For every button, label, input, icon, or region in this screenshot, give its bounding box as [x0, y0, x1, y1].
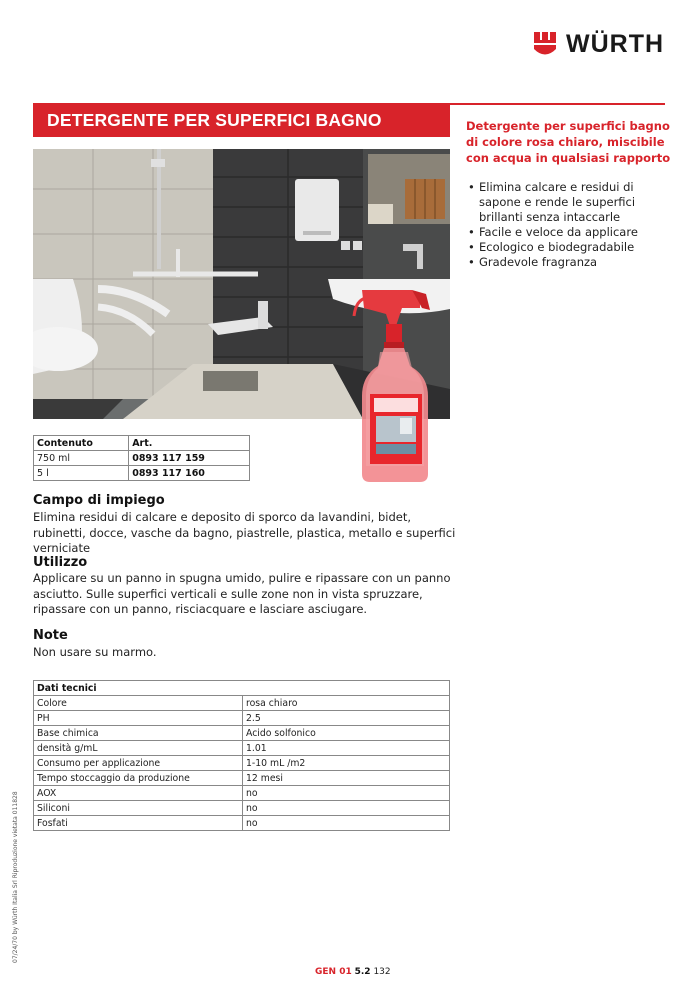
page-number: 132 — [373, 967, 391, 977]
table-header-row — [34, 681, 450, 696]
table-cell: 5 l — [34, 466, 129, 481]
table-title: Dati tecnici — [34, 681, 450, 696]
feature-list — [466, 180, 676, 270]
article-code: 0893 117 160 — [129, 466, 250, 481]
table-cell: Colore — [34, 696, 243, 711]
footer-chapter: 5.2 — [354, 967, 371, 977]
table-cell: Base chimica — [34, 726, 243, 741]
table-header-row — [34, 436, 250, 451]
table-cell: Siliconi — [34, 801, 243, 816]
section-heading: Note — [33, 628, 68, 643]
table-cell: Acido solfonico — [243, 726, 450, 741]
article-code: 0893 117 159 — [129, 451, 250, 466]
table-row — [34, 801, 450, 816]
table-cell: densità g/mL — [34, 741, 243, 756]
table-cell: 750 ml — [34, 451, 129, 466]
table-cell: 12 mesi — [243, 771, 450, 786]
title-bar — [33, 105, 450, 136]
table-row — [34, 771, 450, 786]
table-cell: PH — [34, 711, 243, 726]
copyright-note: 07/24/70 by Würth Italia Srl Riproduzione vietata 011828 — [12, 791, 19, 963]
brand-name: WÜRTH — [566, 30, 665, 58]
section-text: Elimina residui di calcare e deposito di sporco da lavandini, bidet, rubinetti, docce, vasche da bagno, piastrelle, plastica, metallo e superfici verniciate — [33, 510, 456, 555]
feature-item: • Facile e veloce da applicare — [466, 225, 676, 240]
table-row — [34, 741, 450, 756]
product-subtitle: Detergente per superfici bagno di colore rosa chiaro, miscibile con acqua in qualsiasi rapporto — [466, 119, 671, 165]
page-title: DETERGENTE PER SUPERFICI BAGNO — [47, 110, 382, 130]
tech-data-table — [33, 680, 450, 831]
footer-section: GEN 01 — [315, 967, 352, 977]
table-row — [34, 726, 450, 741]
table-cell: no — [243, 816, 450, 831]
table-cell: Fosfati — [34, 816, 243, 831]
table-row — [34, 696, 450, 711]
page-footer — [315, 967, 391, 977]
table-row — [34, 786, 450, 801]
feature-item: • Gradevole fragranza — [466, 255, 676, 270]
col-header: Contenuto — [34, 436, 129, 451]
feature-item: • Elimina calcare e residui di sapone e rende le superfici brillanti senza intaccarle — [466, 180, 676, 225]
section-heading: Campo di impiego — [33, 493, 165, 508]
table-cell: no — [243, 786, 450, 801]
section-text: Applicare su un panno in spugna umido, pulire e ripassare con un panno asciutto. Sulle superfici verticali e sulle zone non in vista spruzzare, ripassare con un panno, risciacquare e lasciare asciugare. — [33, 571, 451, 616]
table-cell: no — [243, 801, 450, 816]
table-row — [34, 466, 250, 481]
col-header: Art. — [129, 436, 250, 451]
table-row — [34, 711, 450, 726]
table-cell: Tempo stoccaggio da produzione — [34, 771, 243, 786]
section-text: Non usare su marmo. — [33, 645, 157, 659]
article-table — [33, 435, 250, 481]
wurth-logo — [532, 28, 672, 62]
table-cell: rosa chiaro — [243, 696, 450, 711]
table-row — [34, 756, 450, 771]
table-cell: AOX — [34, 786, 243, 801]
table-cell: 2.5 — [243, 711, 450, 726]
table-row — [34, 816, 450, 831]
title-underline — [33, 136, 450, 137]
section-heading: Utilizzo — [33, 555, 88, 570]
feature-item: • Ecologico e biodegradabile — [466, 240, 676, 255]
table-cell: 1.01 — [243, 741, 450, 756]
table-cell: Consumo per applicazione — [34, 756, 243, 771]
table-cell: 1-10 mL /m2 — [243, 756, 450, 771]
wurth-logo-mark-icon — [532, 30, 558, 58]
spray-bottle-image — [350, 286, 462, 486]
table-row — [34, 451, 250, 466]
